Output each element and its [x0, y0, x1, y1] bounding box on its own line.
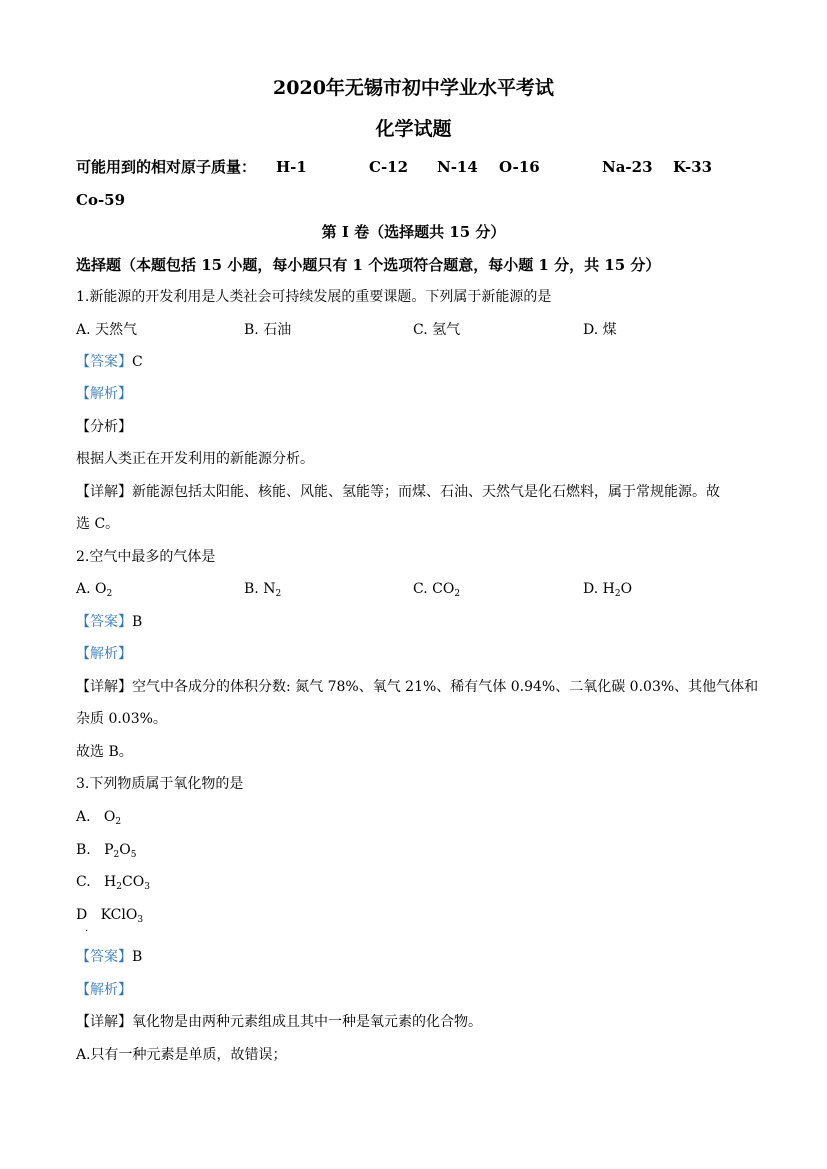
q2-answer-value: B: [132, 614, 143, 630]
q1-option-a: A. 天然气: [76, 322, 138, 338]
atomic-mass-o: O-16: [499, 158, 540, 176]
q3-option-b: B. $P_2O_5$: [76, 842, 137, 860]
atomic-mass-c: C-12: [369, 158, 409, 176]
section-instructions: 选择题（本题包括 15 小题，每小题只有 1 个选项符合题意，每小题 1 分，共 15 分）: [76, 256, 661, 274]
q2-detail: [76, 677, 758, 697]
q3-answer: [76, 947, 142, 967]
q3-analysis-tag: 【解析】: [76, 982, 132, 998]
q1-fenxi: 根据人类正在开发利用的新能源分析。: [76, 451, 314, 467]
atomic-mass-k: K-33: [673, 158, 713, 176]
q3-option-a: A. $O_2$: [76, 809, 122, 827]
q3-option-d: D KClO$_3$: [76, 907, 144, 925]
detail-tag: 【详解】: [76, 1014, 132, 1030]
answer-tag: 【答案】: [76, 614, 132, 630]
q3-answer-value: B: [132, 949, 143, 965]
q1-option-b: B. 石油: [244, 322, 292, 338]
q1-detail: [76, 482, 720, 502]
q1-answer-value: C: [132, 354, 143, 370]
q2-analysis-tag: 【解析】: [76, 646, 132, 662]
q1-stem: 1.新能源的开发利用是人类社会可持续发展的重要课题。下列属于新能源的是: [76, 289, 552, 305]
q3-detail-text: 氧化物是由两种元素组成且其中一种是氧元素的化合物。: [132, 1014, 482, 1030]
answer-tag: 【答案】: [76, 354, 132, 370]
q2-conclusion: 故选 B。: [76, 744, 133, 760]
q1-detail-line1: 新能源包括太阳能、核能、风能、氢能等；而煤、石油、天然气是化石燃料，属于常规能源。故: [132, 484, 720, 500]
atomic-mass-co: Co-59: [76, 191, 126, 209]
section-title: 第 I 卷（选择题共 15 分）: [321, 223, 506, 241]
exam-title: 2020年无锡市初中学业水平考试: [273, 77, 554, 99]
atomic-mass-label: 可能用到的相对原子质量：: [76, 158, 257, 176]
q2-option-d: D. $H_2O$: [583, 581, 633, 599]
q1-fenxi-tag: 【分析】: [76, 419, 132, 435]
atomic-mass-h: H-1: [276, 158, 307, 176]
q2-option-c: C. $CO_2$: [413, 581, 461, 599]
q2-option-b: B. $N_2$: [244, 581, 282, 599]
atomic-mass-n: N-14: [437, 158, 478, 176]
q2-option-a: A. $O_2$: [76, 581, 113, 599]
answer-tag: 【答案】: [76, 949, 132, 965]
q2-detail-line1: 空气中各成分的体积分数: 氮气 78%、氧气 21%、稀有气体 0.94%、二氧化碳 0.03%、其他气体和: [132, 679, 759, 695]
q1-analysis-tag: 【解析】: [76, 386, 132, 402]
q3-detail: [76, 1012, 482, 1032]
exam-subtitle: 化学试题: [375, 118, 452, 140]
q1-option-c: C. 氢气: [413, 322, 461, 338]
detail-tag: 【详解】: [76, 484, 132, 500]
q1-answer: [76, 352, 143, 372]
q2-detail-line2: 杂质 0.03%。: [76, 711, 167, 727]
q3-option-c: C. $H_2CO_3$: [76, 874, 150, 892]
q3-stem: 3.下列物质属于氧化物的是: [76, 776, 244, 792]
q2-answer: [76, 612, 142, 632]
q2-stem: 2.空气中最多的气体是: [76, 549, 216, 565]
detail-tag: 【详解】: [76, 679, 132, 695]
q1-option-d: D. 煤: [583, 322, 617, 338]
q1-detail-line2: 选 C。: [76, 516, 120, 532]
q3-note-a: A.只有一种元素是单质，故错误；: [76, 1047, 287, 1063]
atomic-mass-na: Na-23: [602, 158, 653, 176]
q3-option-d-dot: .: [85, 923, 89, 934]
